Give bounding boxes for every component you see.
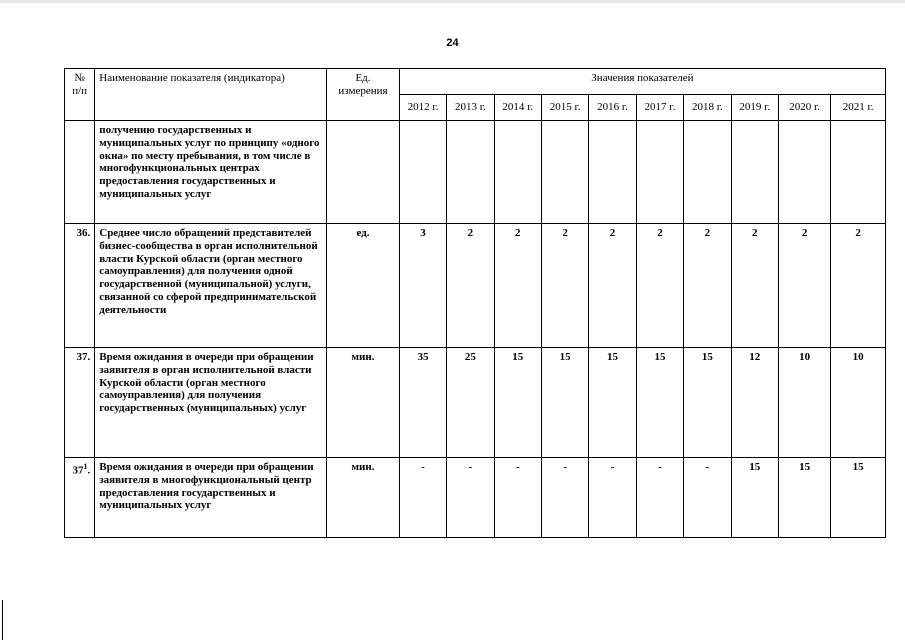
header-year: 2013 г. [447,95,494,121]
row-value: 12 [731,348,778,458]
row-name: Время ожидания в очереди при обращении заявителя в орган исполнительной власти Курской области (орган местного самоуправления) для получения государственных (муниципальных) услуг [95,348,327,458]
header-year: 2016 г. [589,95,636,121]
row-value: 2 [636,224,683,348]
row-value: - [589,458,636,538]
table-row [65,458,886,538]
header-year: 2020 г. [778,95,830,121]
row-unit: ед. [327,224,400,348]
header-year: 2021 г. [831,95,886,121]
row-num: 36. [65,224,95,348]
row-num [65,458,95,538]
row-value: 2 [541,224,588,348]
indicators-table [64,68,886,538]
row-name: получению государственных и муниципальных услуг по принципу «одного окна» по месту пребывания, в том числе в многофункциональных центрах предоставления государственных и муниципальных услуг [95,121,327,224]
row-unit [327,121,400,224]
row-value [494,121,541,224]
header-year: 2015 г. [541,95,588,121]
row-value: 2 [589,224,636,348]
table-row [65,224,886,348]
left-margin-rule [2,600,3,640]
row-value: - [684,458,731,538]
header-year: 2012 г. [399,95,446,121]
table-row [65,121,886,224]
header-values: Значения показателей [399,69,885,95]
row-value: 2 [831,224,886,348]
row-value: 15 [541,348,588,458]
row-num [65,121,95,224]
row-num-main: 37 [72,464,84,477]
page-number: 24 [446,37,459,49]
row-value: 2 [494,224,541,348]
scan-edge [0,0,905,3]
row-value [684,121,731,224]
header-year: 2018 г. [684,95,731,121]
header-year: 2019 г. [731,95,778,121]
row-value: - [541,458,588,538]
row-value: 15 [778,458,830,538]
row-unit: мин. [327,348,400,458]
row-value [636,121,683,224]
row-value: 10 [778,348,830,458]
row-value: 15 [731,458,778,538]
row-value: 15 [589,348,636,458]
row-name: Среднее число обращений представителей бизнес-сообщества в орган исполнительной власти Курской области (орган местного самоуправления) для получения одной государственной (муниципальной) услуги, связанной со сферой предпринимательской деятельности [95,224,327,348]
row-value [589,121,636,224]
row-value [831,121,886,224]
row-num: 37. [65,348,95,458]
row-num-superscript: 1 [83,462,88,471]
row-value: - [447,458,494,538]
header-name: Наименование показателя (индикатора) [95,69,327,121]
row-value: 15 [636,348,683,458]
row-value [731,121,778,224]
row-value: - [636,458,683,538]
row-value [778,121,830,224]
row-value [399,121,446,224]
row-value: 15 [494,348,541,458]
row-value: 35 [399,348,446,458]
header-year: 2014 г. [494,95,541,121]
header-num: № п/п [65,69,95,121]
row-value: 2 [778,224,830,348]
row-value: 15 [684,348,731,458]
row-unit: мин. [327,458,400,538]
row-num-suffix: . [87,464,91,477]
row-value: 2 [731,224,778,348]
row-value: 2 [684,224,731,348]
row-value: 10 [831,348,886,458]
row-value: 3 [399,224,446,348]
row-name: Время ожидания в очереди при обращении заявителя в многофункциональный центр предоставления государственных и муниципальных услуг [95,458,327,538]
row-value [541,121,588,224]
row-value: - [399,458,446,538]
row-value: 2 [447,224,494,348]
header-year: 2017 г. [636,95,683,121]
row-value: 15 [831,458,886,538]
row-value: - [494,458,541,538]
table-row [65,348,886,458]
row-value: 25 [447,348,494,458]
row-value [447,121,494,224]
header-unit: Ед. измерения [327,69,400,121]
